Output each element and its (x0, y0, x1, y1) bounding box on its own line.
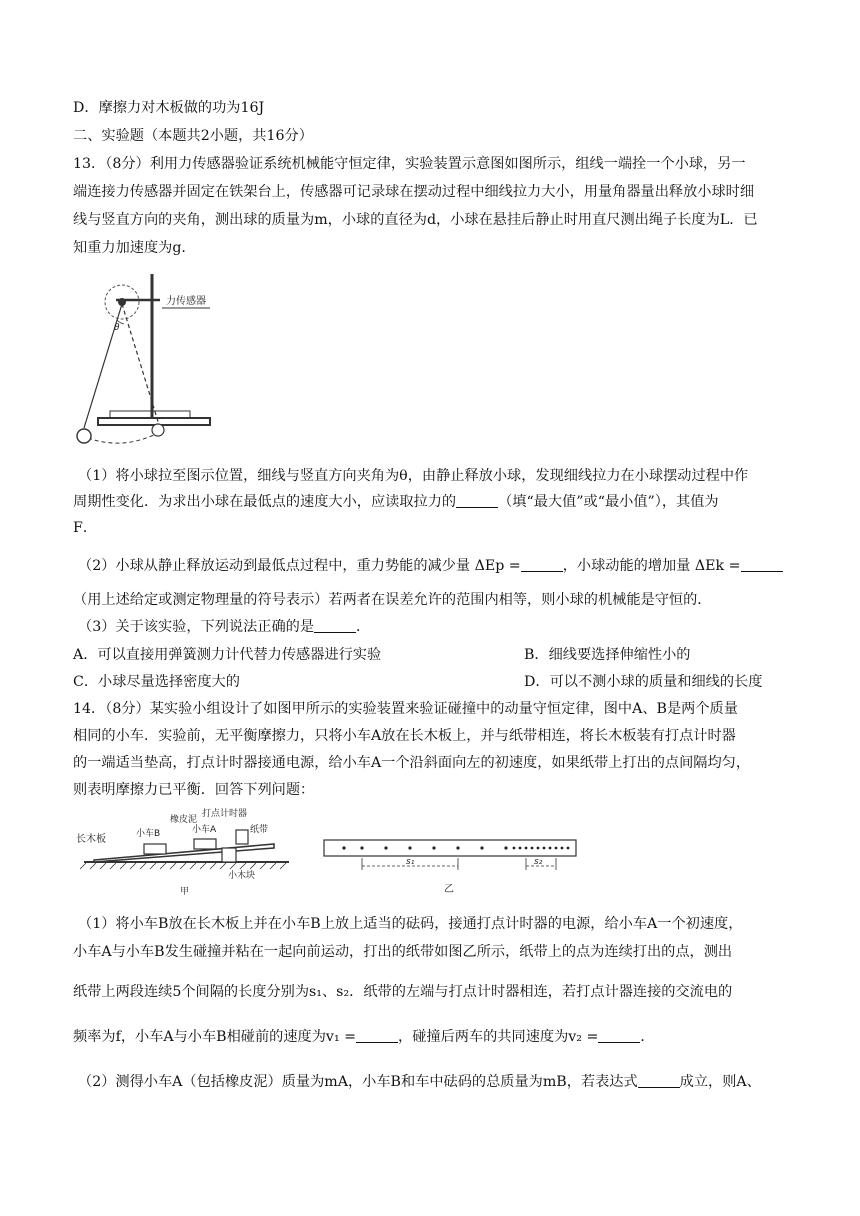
q14-part2-line1 (78, 1072, 798, 1092)
cart-a-label: 小车A (192, 825, 217, 835)
q14-text-line3: 的一端适当垫高，打点计时器接通电源，给小车A一个沿斜面向左的初速度，如果纸带上打出的点间隔均匀， (73, 755, 751, 771)
q13-option-c: C．小球尽量选择密度大的 (73, 674, 240, 690)
paper-tape-figure-yi (322, 836, 580, 898)
q14-v2-blank[interactable] (598, 1028, 640, 1043)
q14-part2-text-a: （2）测得小车A（包括橡皮泥）质量为mA，小车B和车中砝码的总质量为mB，若表达式 (78, 1074, 638, 1090)
pendulum-apparatus-figure (70, 268, 220, 450)
q13-part2-dEp-blank[interactable] (521, 557, 563, 572)
q14-text-line4: 则表明摩擦力已平衡．回答下列问题： (73, 782, 315, 798)
force-sensor-label: 力传感器 (166, 296, 206, 307)
q14-part1-line4 (73, 1027, 793, 1047)
q14-v1-blank[interactable] (356, 1028, 398, 1043)
clay-label: 橡皮泥 (170, 815, 198, 825)
block-label: 小木块 (228, 871, 256, 881)
q14-part1-text-b: ，碰撞后两车的共同速度为v₂ = (398, 1029, 599, 1045)
section-heading: 二、实验题（本题共2小题，共16分） (73, 128, 313, 144)
q13-part1-line1: （1）将小球拉至图示位置，细线与竖直方向夹角为θ，由静止释放小球，发现细线拉力在小球摆动过程中作 (78, 468, 749, 484)
q14-part2-text-b: 成立，则A、 (679, 1074, 761, 1090)
q13-part1-line3: F． (73, 520, 98, 536)
q13-part2-dEk-symbol: ΔEk = (694, 558, 741, 574)
q14-part1-line2: 小车A与小车B发生碰撞并粘在一起向前运动，打出的纸带如图乙所示，纸带上的点为连续打出的点，测出 (73, 944, 733, 960)
q13-part2-line1 (78, 556, 798, 576)
option-d-prev: D．摩擦力对木板做的功为16J (73, 100, 265, 116)
q14-text-line1: 14．（8分）某实验小组设计了如图甲所示的实验装置来验证碰撞中的动量守恒定律，图中A、B是两个质量 (73, 701, 738, 717)
board-label: 长木板 (76, 834, 106, 845)
q14-part1-line3: 纸带上两段连续5个间隔的长度分别为s₁、s₂．纸带的左端与打点计时器相连，若打点计器连接的交流电的 (73, 984, 733, 1000)
q14-part1-text-c: ． (640, 1029, 655, 1045)
q13-part1-line2 (73, 492, 793, 512)
q13-part3-stem-end: ． (356, 619, 371, 635)
q13-part2-dEk-blank[interactable] (741, 557, 783, 572)
svg-text:θ: θ (114, 323, 120, 333)
figure-jia-caption: 甲 (180, 887, 190, 897)
q14-part1-line1: （1）将小车B放在长木板上并在小车B上放上适当的砝码，接通打点计时器的电源，给小车A一个初速度， (78, 916, 743, 932)
timer-label: 打点计时器 (202, 809, 248, 819)
q13-option-a: A．可以直接用弹簧测力计代替力传感器进行实验 (73, 647, 382, 663)
q13-text-line4: 知重力加速度为g． (73, 240, 196, 256)
q13-part1-text-a: 周期性变化．为求出小球在最低点的速度大小，应读取拉力的 (73, 494, 457, 510)
q13-part1-answer-blank[interactable] (456, 493, 498, 508)
q13-text-line1: 13．（8分）利用力传感器验证系统机械能守恒定律，实验装置示意图如图所示，组线一端拴一个小球，另一 (73, 156, 746, 172)
q14-text-line2: 相同的小车．实验前，无平衡摩擦力，只将小车A放在长木板上，并与纸带相连，将长木板装有打点计时器 (73, 728, 736, 744)
q13-part2-text-b: ，小球动能的增加量 (562, 558, 691, 574)
q13-part2-text-a: （2）小球从静止释放运动到最低点过程中，重力势能的减少量 (78, 558, 471, 574)
q14-part1-text-a: 频率为f，小车A与小车B相碰前的速度为v₁ = (73, 1029, 357, 1045)
figure-yi-caption: 乙 (444, 884, 454, 895)
incline-board-figure-jia (74, 806, 294, 898)
q13-part2-line2: （用上述给定或测定物理量的符号表示）若两者在误差允许的范围内相等，则小球的机械能是守恒的． (73, 592, 712, 608)
q13-part2-dEp-symbol: ΔEp = (474, 558, 521, 574)
tape-label: 纸带 (250, 825, 269, 835)
q13-part1-text-b: （填“最大值”或“最小值”），其值为 (498, 494, 719, 510)
cart-b-label: 小车B (136, 829, 161, 839)
q13-part3-stem-text: （3）关于该实验，下列说法正确的是 (78, 619, 315, 635)
q14-part2-expression-blank[interactable] (638, 1073, 680, 1088)
q13-part3-answer-blank[interactable] (314, 618, 356, 633)
q13-text-line3: 线与竖直方向的夹角，测出球的质量为m，小球的直径为d，小球在悬挂后静止时用直尺测出绳子长度为L．已 (73, 212, 758, 228)
svg-text:s₁: s₁ (406, 857, 415, 867)
q13-option-d: D．可以不测小球的质量和细线的长度 (524, 674, 763, 690)
q13-part3-stem (78, 617, 798, 637)
svg-text:s₂: s₂ (534, 857, 543, 867)
q13-text-line2: 端连接力传感器并固定在铁架台上，传感器可记录球在摆动过程中细线拉力大小，用量角器量出释放小球时细 (73, 184, 755, 200)
q13-option-b: B．细线要选择伸缩性小的 (524, 647, 691, 663)
